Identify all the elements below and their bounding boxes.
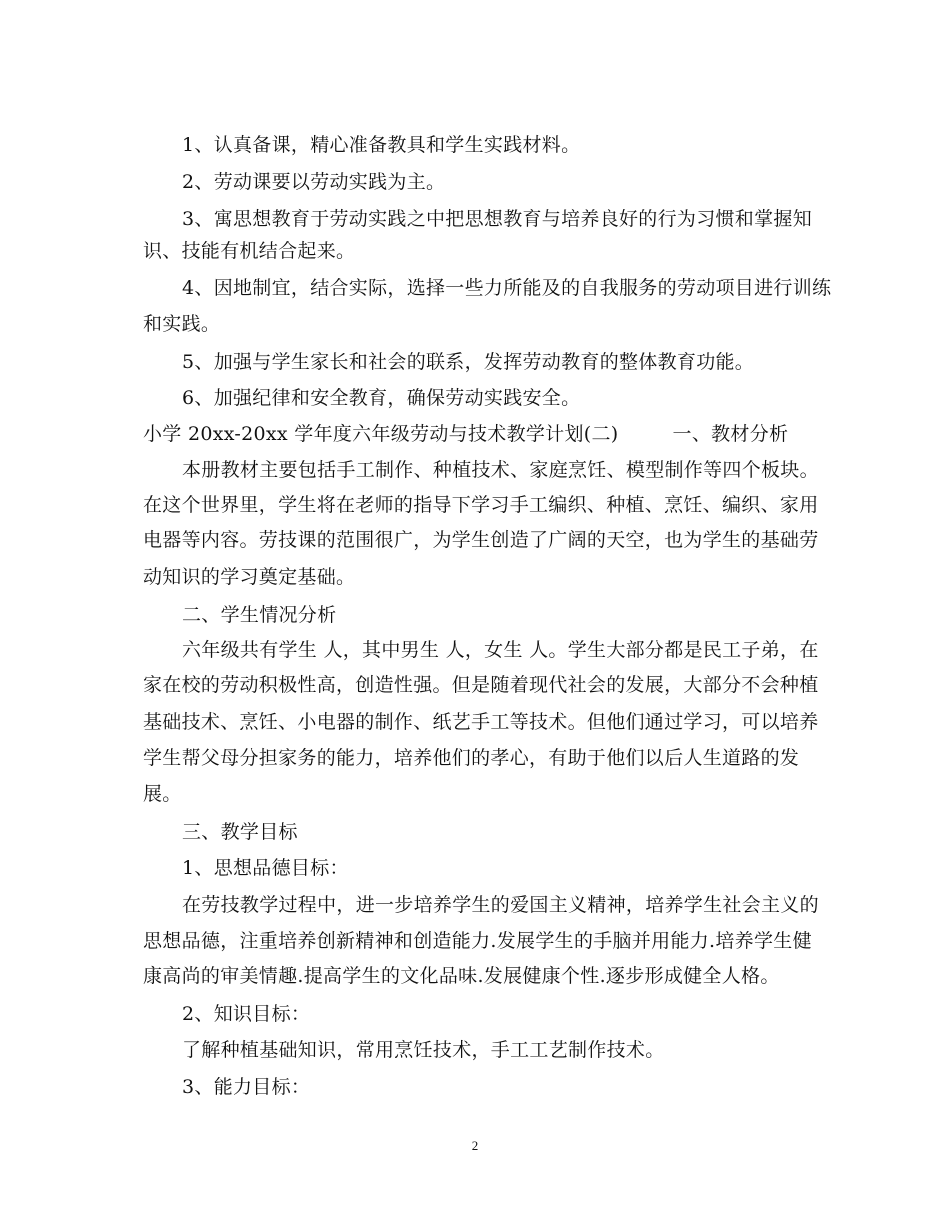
paragraph-line: 2、劳动课要以劳动实践为主。 [182, 171, 446, 193]
paragraph-line: 在这个世界里，学生将在老师的指导下学习手工编织、种植、烹饪、编织、家用 [143, 494, 819, 516]
subheading-moral-goal: 1、思想品德目标： [182, 857, 349, 879]
section-heading-material-analysis: 一、教材分析 [672, 423, 789, 445]
subheading-ability-goal: 3、能力目标： [182, 1076, 311, 1098]
section-heading-teaching-goals: 三、教学目标 [182, 821, 298, 843]
paragraph-line: 家在校的劳动积极性高，创造性强。但是随着现代社会的发展，大部分不会种植 [143, 674, 819, 696]
subheading-knowledge-goal: 2、知识目标： [182, 1003, 311, 1025]
paragraph-line: 电器等内容。劳技课的范围很广，为学生创造了广阔的天空，也为学生的基础劳 [143, 529, 819, 551]
paragraph-line: 康高尚的审美情趣.提高学生的文化品味.发展健康个性.逐步形成健全人格。 [143, 965, 780, 987]
paragraph-line: 六年级共有学生 人，其中男生 人，女生 人。学生大部分都是民工子弟，在 [182, 639, 819, 661]
paragraph-line: 5、加强与学生家长和社会的联系，发挥劳动教育的整体教育功能。 [182, 351, 755, 373]
paragraph-line: 和实践。 [143, 313, 221, 335]
paragraph-line: 学生帮父母分担家务的能力，培养他们的孝心，有助于他们以后人生道路的发 [143, 747, 800, 769]
paragraph-line: 1、认真备课，精心准备教具和学生实践材料。 [182, 134, 581, 156]
paragraph-line: 本册教材主要包括手工制作、种植技术、家庭烹饪、模型制作等四个板块。 [182, 459, 819, 481]
paragraph-line: 4、因地制宜，结合实际，选择一些力所能及的自我服务的劳动项目进行训练 [182, 277, 832, 299]
paragraph-line: 思想品德，注重培养创新精神和创造能力.发展学生的手脑并用能力.培养学生健 [143, 930, 812, 952]
section-heading-student-analysis: 二、学生情况分析 [182, 604, 337, 626]
paragraph-line: 6、加强纪律和安全教育，确保劳动实践安全。 [182, 387, 581, 409]
paragraph-line: 动知识的学习奠定基础。 [143, 566, 356, 588]
paragraph-line: 展。 [143, 783, 182, 805]
page-number: 2 [471, 1138, 479, 1153]
paragraph-line: 3、寓思想教育于劳动实践之中把思想教育与培养良好的行为习惯和掌握知 [182, 208, 812, 230]
plan-title: 小学 20xx-20xx 学年度六年级劳动与技术教学计划(二) [143, 423, 619, 445]
plan-title-line [143, 422, 788, 446]
paragraph-line: 在劳技教学过程中，进一步培养学生的爱国主义精神，培养学生社会主义的 [182, 894, 819, 916]
paragraph-line: 基础技术、烹饪、小电器的制作、纸艺手工等技术。但他们通过学习，可以培养 [143, 711, 819, 733]
paragraph-line: 了解种植基础知识，常用烹饪技术，手工工艺制作技术。 [182, 1039, 665, 1061]
paragraph-line: 识、技能有机结合起来。 [143, 240, 356, 262]
